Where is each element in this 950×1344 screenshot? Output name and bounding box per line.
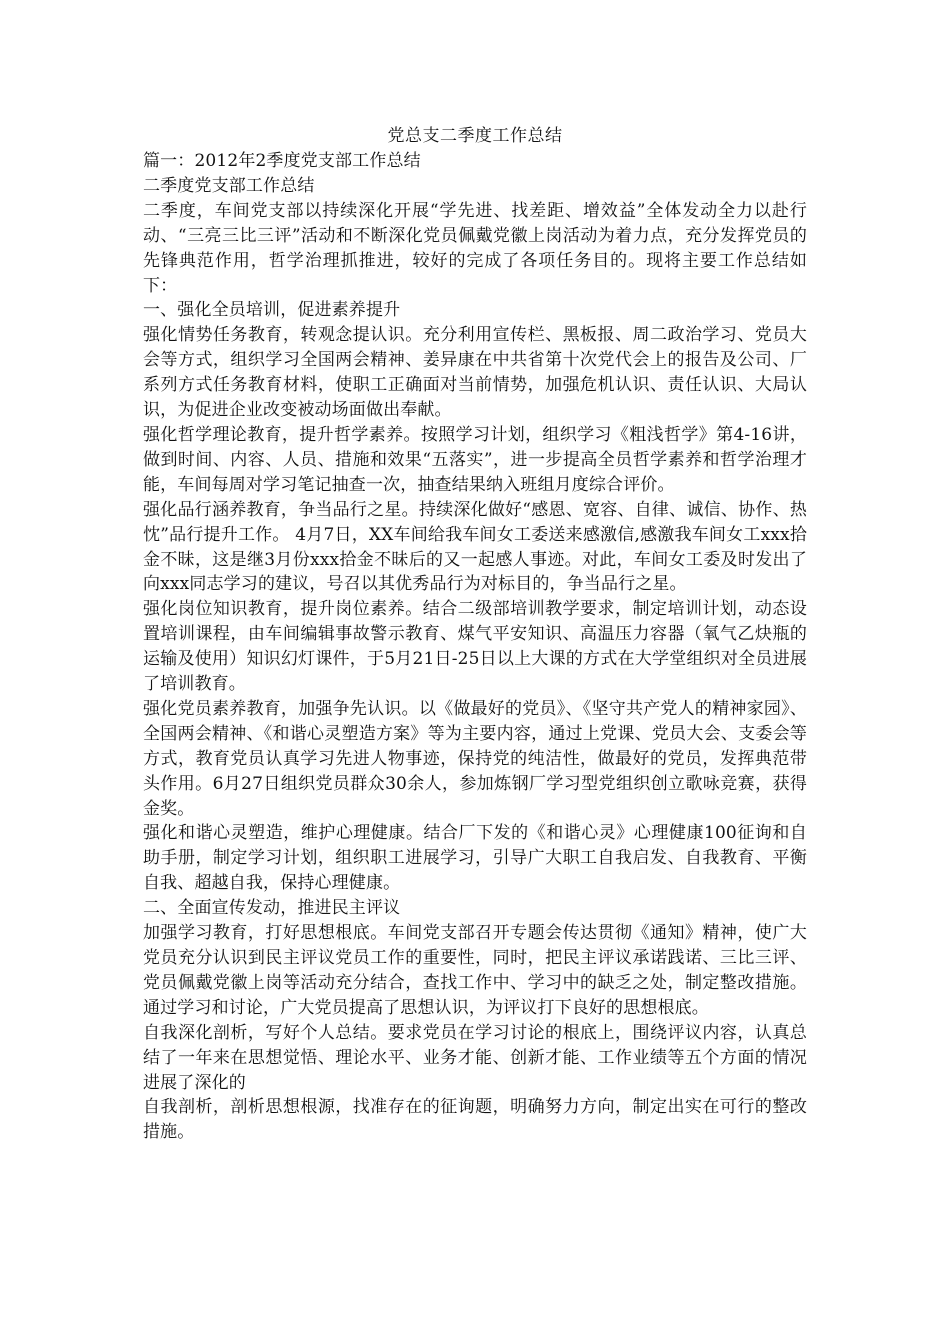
paragraph-subtitle: 二季度党支部工作总结 [143,175,315,196]
document-page [143,124,807,1234]
paragraph-philosophy-education: 强化哲学理论教育，提升哲学素养。按照学习计划，组织学习《粗浅哲学》第4-16讲，做到时间、内容、人员、措施和效果“五落实”，进一步提高全员哲学素养和哲学治理才能，车间每周对学习笔记抽查一次，抽查结果纳入班组月度综合评价。 [143,424,807,495]
paragraph-article-heading: 篇一：2012年2季度党支部工作总结 [143,151,421,171]
section-heading-2: 二、全面宣传发动，推进民主评议 [143,898,401,919]
paragraph-mental-health: 强化和谐心灵塑造，维护心理健康。结合厂下发的《和谐心灵》心理健康100征询和自助手册，制定学习计划，组织职工进展学习，引导广大职工自我启发、自我教育、平衡自我、超越自我，保持心理健康。 [143,823,807,894]
document-title: 党总支二季度工作总结 [387,126,563,146]
section-heading-1: 一、强化全员培训，促进素养提升 [143,300,401,321]
paragraph-intro: 二季度，车间党支部以持续深化开展“学先进、找差距、增效益”全体发动全力以赴行动、“三亮三比三评”活动和不断深化党员佩戴党徽上岗活动为着力点，充分发挥党员的先锋典范作用，哲学治理抓推进，较好的完成了各项任务目的。现将主要工作总结如下： [143,200,807,296]
paragraph-party-member-education: 强化党员素养教育，加强争先认识。以《做最好的党员》、《坚守共产党人的精神家园》、全国两会精神、《和谐心灵塑造方案》等为主要内容，通过上党课、党员大会、支委会等方式，教育党员认真学习先进人物事迹，保持党的纯洁性，做最好的党员，发挥典范带头作用。6月27日组织党员群众30余人，参加炼钢厂学习型党组织创立歌咏竞赛，获得金奖。 [143,698,807,819]
paragraph-morality-education: 强化品行涵养教育，争当品行之星。持续深化做好“感恩、宽容、自律、诚信、协作、热忱”品行提升工作。 4月7日，XX车间给我车间女工委送来感激信,感激我车间女工xxx拾金不昧，这是继3月份xxx拾金不昧后的又一起感人事迹。对此，车间女工委及时发出了向xxx同志学习的建议，号召以其优秀品行为对标目的，争当品行之星。 [143,499,807,595]
paragraph-self-analysis-continued: 自我剖析，剖析思想根源，找准存在的征询题，明确努力方向，制定出实在可行的整改措施。 [143,1097,807,1143]
paragraph-study-education: 加强学习教育，打好思想根底。车间党支部召开专题会传达贯彻《通知》精神，使广大党员充分认识到民主评议党员工作的重要性，同时，把民主评议承诺践诺、三比三评、党员佩戴党徽上岗等活动充分结合，查找工作中、学习中的缺乏之处，制定整改措施。通过学习和讨论，广大党员提高了思想认识，为评议打下良好的思想根底。 [143,923,807,1018]
paragraph-situation-education: 强化情势任务教育，转观念提认识。充分利用宣传栏、黑板报、周二政治学习、党员大会等方式，组织学习全国两会精神、姜异康在中共省第十次党代会上的报告及公司、厂系列方式任务教育材料，使职工正确面对当前情势，加强危机认识、责任认识、大局认识，为促进企业改变被动场面做出奉献。 [143,325,807,421]
paragraph-self-analysis: 自我深化剖析，写好个人总结。要求党员在学习讨论的根底上，围绕评议内容，认真总结了一年来在思想觉悟、理论水平、业务才能、创新才能、工作业绩等五个方面的情况进展了深化的 [143,1022,807,1093]
paragraph-job-knowledge: 强化岗位知识教育，提升岗位素养。结合二级部培训教学要求，制定培训计划，动态设置培训课程，由车间编辑事故警示教育、煤气平安知识、高温压力容器（氧气乙炔瓶的运输及使用）知识幻灯课件，于5月21日-25日以上大课的方式在大学堂组织对全员进展了培训教育。 [143,599,807,695]
